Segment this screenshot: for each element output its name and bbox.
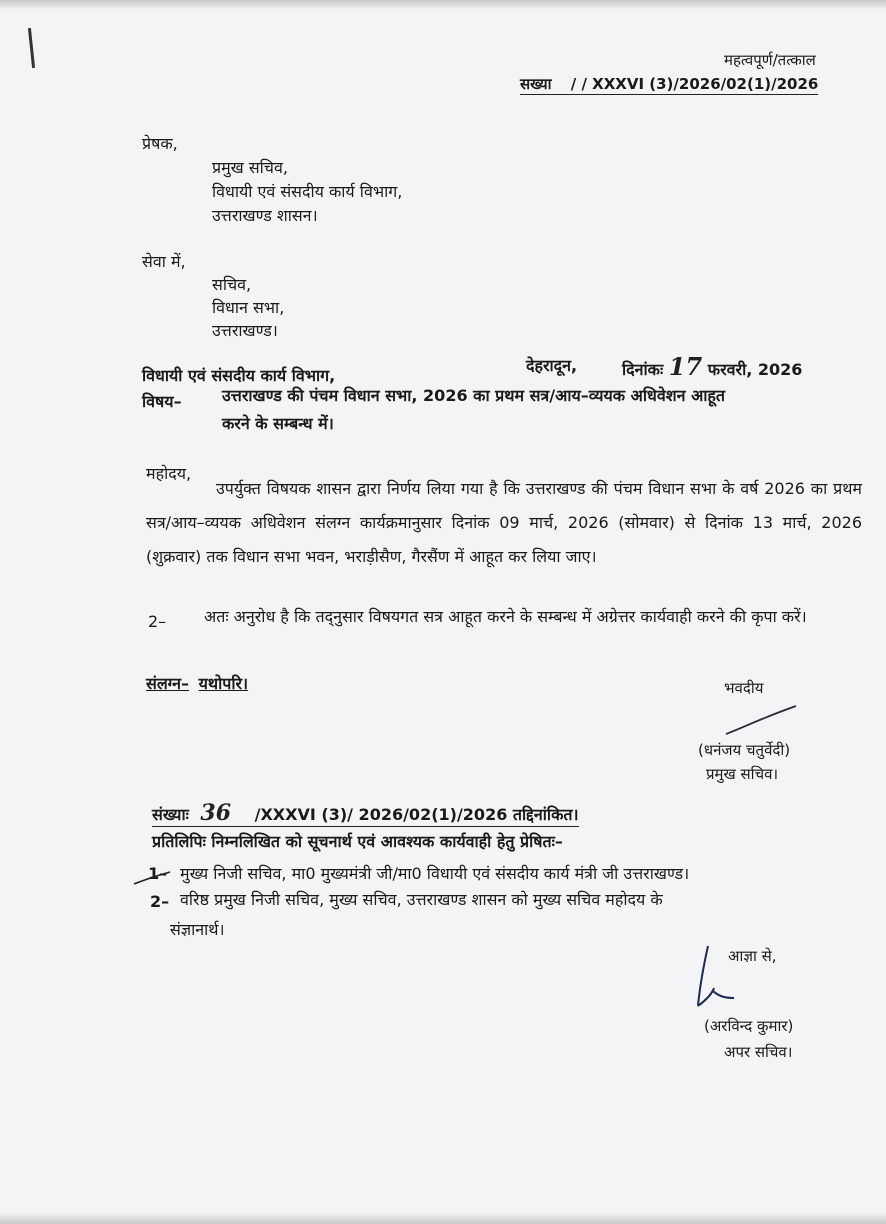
subject-line: करने के सम्बन्ध में। bbox=[222, 414, 334, 433]
paragraph-number: 2– bbox=[148, 612, 167, 631]
date-rest: फरवरी, 2026 bbox=[707, 360, 803, 379]
scan-edge bbox=[0, 0, 886, 10]
priority-label: महत्वपूर्ण/तत्काल bbox=[724, 51, 816, 69]
letter-number-value: / / XXXVI (3)/2026/02(1)/2026 bbox=[570, 75, 819, 93]
copy-item-number: 1– bbox=[148, 864, 168, 883]
date-label: दिनांकः bbox=[622, 360, 664, 379]
body-paragraph-2-text: अतः अनुरोध है कि तद्नुसार विषयगत सत्र आहूत करने के सम्बन्ध में अग्रेत्तर कार्यवाही करने की कृपा करें। bbox=[204, 607, 807, 626]
tick-mark bbox=[132, 870, 172, 890]
copy-item-text-continued: संज्ञानार्थ। bbox=[170, 920, 225, 939]
sender-line: उत्तराखण्ड शासन। bbox=[212, 206, 318, 225]
recipient-line: उत्तराखण्ड। bbox=[212, 321, 278, 340]
copy-item-text: वरिष्ठ प्रमुख निजी सचिव, मुख्य सचिव, उत्तराखण्ड शासन को मुख्य सचिव महोदय के bbox=[180, 890, 663, 909]
subject-line: उत्तराखण्ड की पंचम विधान सभा, 2026 का प्रथम सत्र/आय–व्ययक अधिवेशन आहूत bbox=[222, 386, 726, 405]
signature-scribble bbox=[694, 944, 744, 1024]
recipient-line: सचिव, bbox=[212, 275, 252, 294]
copy-number-rest: /XXXVI (3)/ 2026/02(1)/2026 तद्दिनांकित। bbox=[254, 805, 579, 824]
sender-line: प्रमुख सचिव, bbox=[212, 158, 288, 177]
body-paragraph-1-text: उपर्युक्त विषयक शासन द्वारा निर्णय लिया गया है कि उत्तराखण्ड की पंचम विधान सभा के वर्ष 2026 का प्रथम सत्र/आय–व्ययक अधिवेशन संलग्न कार्यक्रमानुसार दिनांक 09 मार्च, 2026 (सोमवार) से दिनांक 13 मार्च, 2026 (शुक्रवार) तक विधान सभा भवन, भराड़ीसैण, गैरसैंण में आहूत कर लिया जाए। bbox=[146, 479, 862, 566]
signatory-name: (धनंजय चतुर्वेदी) bbox=[698, 741, 791, 759]
sender-label: प्रेषक, bbox=[142, 134, 178, 153]
recipient-label: सेवा में, bbox=[142, 252, 186, 271]
scan-mark bbox=[28, 28, 35, 68]
recipient-line: विधान सभा, bbox=[212, 298, 285, 317]
date-day-handwritten: 17 bbox=[668, 352, 703, 381]
sender-line: विधायी एवं संसदीय कार्य विभाग, bbox=[212, 182, 403, 201]
copy-heading: प्रतिलिपिः निम्नलिखित को सूचनार्थ एवं आवश्यक कार्यवाही हेतु प्रेषितः– bbox=[152, 832, 563, 851]
copy-item-number: 2– bbox=[150, 892, 170, 911]
signatory-name: (अरविन्द कुमार) bbox=[704, 1017, 794, 1035]
scan-bottom-edge bbox=[0, 1212, 886, 1224]
signature-scribble bbox=[722, 702, 802, 742]
copy-number-label: संख्याः bbox=[152, 805, 189, 824]
letter-number bbox=[520, 74, 818, 95]
salutation: महोदय, bbox=[146, 464, 192, 483]
subject-label: विषय– bbox=[142, 392, 182, 411]
letter-number-prefix: सख्या bbox=[520, 75, 552, 93]
enclosure bbox=[146, 672, 248, 694]
body-paragraph-1 bbox=[146, 472, 862, 574]
enclosure-value: यथोपरि। bbox=[198, 674, 249, 693]
body-paragraph-2 bbox=[146, 600, 868, 634]
place-name: देहरादून, bbox=[526, 356, 578, 375]
order-text: आज्ञा से, bbox=[728, 947, 777, 965]
department-name: विधायी एवं संसदीय कार्य विभाग, bbox=[142, 366, 336, 385]
signatory-title: प्रमुख सचिव। bbox=[706, 765, 779, 783]
signatory-title: अपर सचिव। bbox=[724, 1043, 793, 1061]
copy-number-handwritten: 36 bbox=[200, 800, 232, 826]
closing-text: भवदीय bbox=[724, 679, 764, 697]
date-line bbox=[622, 352, 802, 381]
copy-number bbox=[152, 800, 579, 827]
enclosure-label: संलग्न– bbox=[146, 674, 190, 693]
copy-item-text: मुख्य निजी सचिव, मा0 मुख्यमंत्री जी/मा0 विधायी एवं संसदीय कार्य मंत्री जी उत्तराखण्ड। bbox=[180, 864, 690, 883]
